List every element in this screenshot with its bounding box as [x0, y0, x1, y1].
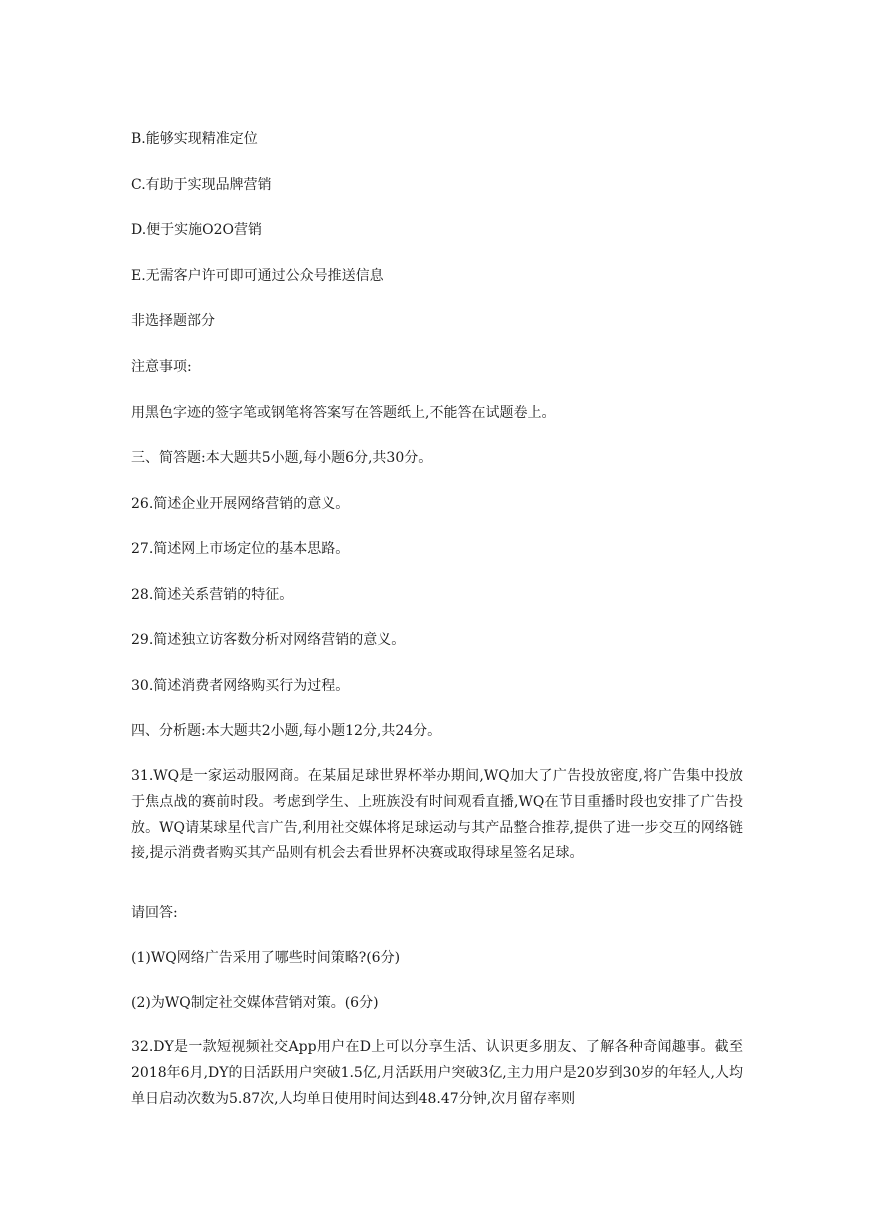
- question-31-sub-2: (2)为WQ制定社交媒体营销对策。(6分): [131, 995, 379, 1011]
- answer-prompt: 请回答:: [131, 905, 178, 921]
- notice-heading: 注意事项:: [131, 359, 192, 375]
- question-32: 32.DY是一款短视频社交App用户在D上可以分享生活、认识更多朋友、了解各种奇闻趣事。截至2018年6月,DY的日活跃用户突破1.5亿,月活跃用户突破3亿,主力用户是20岁到30岁的年轻人,人均单日启动次数为5.87次,人均单日使用时间达到48.47分钟,次月留存率则: [131, 1039, 743, 1107]
- question-26: 26.简述企业开展网络营销的意义。: [131, 496, 350, 512]
- option-c: C.有助于实现品牌营销: [131, 177, 272, 193]
- question-30: 30.简述消费者网络购买行为过程。: [131, 678, 350, 694]
- question-27: 27.简述网上市场定位的基本思路。: [131, 541, 350, 557]
- option-d: D.便于实施O2O营销: [131, 222, 263, 238]
- section-heading-non-choice: 非选择题部分: [131, 313, 215, 329]
- option-e: E.无需客户许可即可通过公众号推送信息: [131, 268, 384, 284]
- option-b: B.能够实现精准定位: [131, 131, 258, 147]
- question-29: 29.简述独立访客数分析对网络营销的意义。: [131, 632, 406, 648]
- question-28: 28.简述关系营销的特征。: [131, 587, 294, 603]
- question-31-sub-1: (1)WQ网络广告采用了哪些时间策略?(6分): [131, 950, 401, 966]
- section-four-heading: 四、分析题:本大题共2小题,每小题12分,共24分。: [131, 723, 442, 739]
- section-three-heading: 三、简答题:本大题共5小题,每小题6分,共30分。: [131, 450, 433, 466]
- notice-text: 用黑色字迹的签字笔或钢笔将答案写在答题纸上,不能答在试题卷上。: [131, 405, 556, 421]
- question-31: 31.WQ是一家运动服网商。在某届足球世界杯举办期间,WQ加大了广告投放密度,将广告集中投放于焦点战的赛前时段。考虑到学生、上班族没有时间观看直播,WQ在节目重播时段也安排了广告投放。WQ请某球星代言广告,利用社交媒体将足球运动与其产品整合推荐,提供了进一步交互的网络链接,提示消费者购买其产品则有机会去看世界杯决赛或取得球星签名足球。: [131, 768, 743, 862]
